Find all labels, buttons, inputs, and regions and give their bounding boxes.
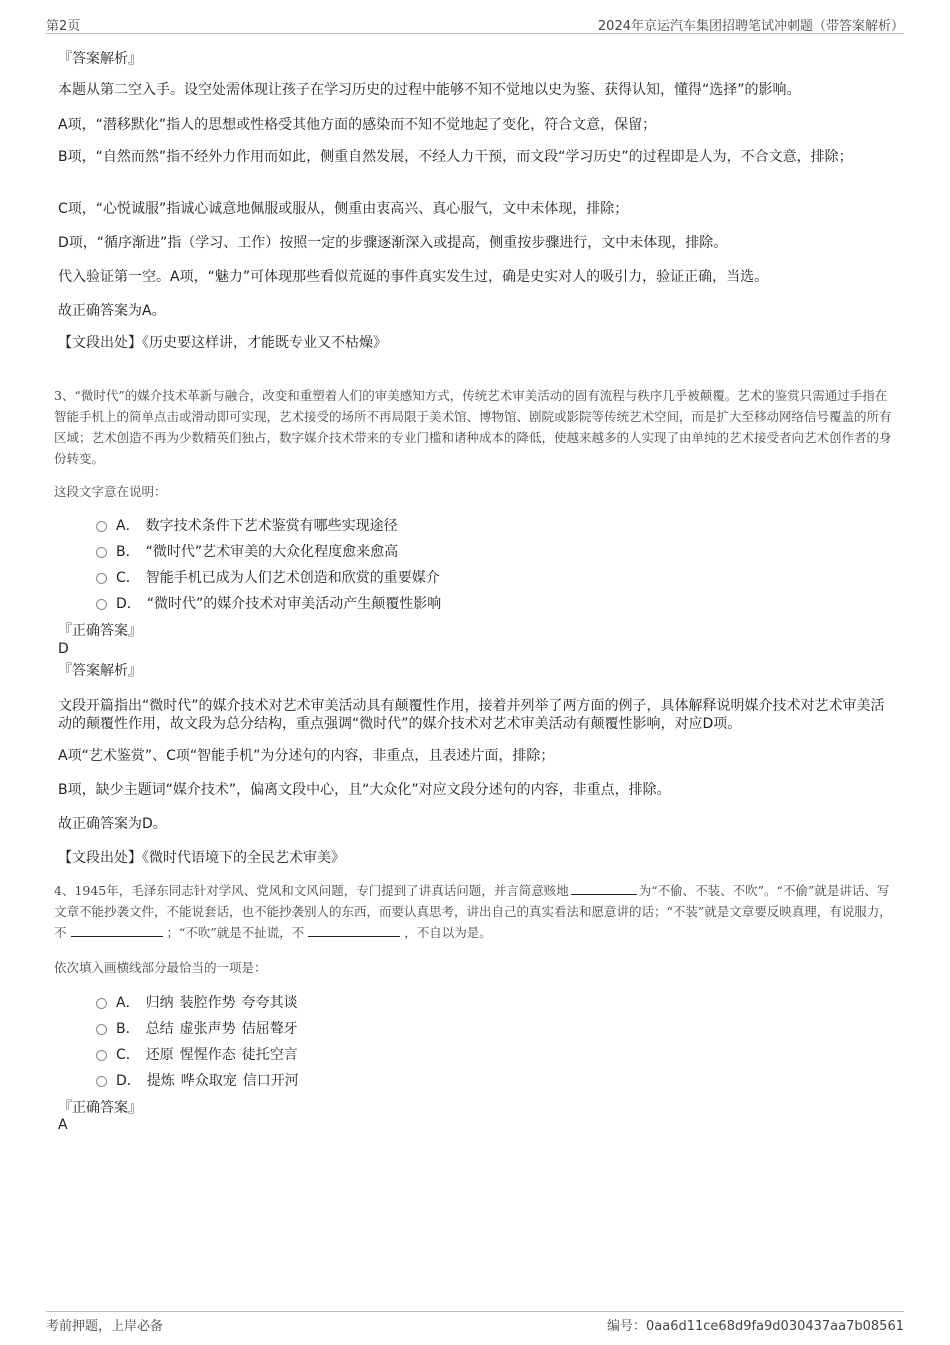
q3-stem: 3、“微时代”的媒介技术革新与融合，改变和重塑着人们的审美感知方式，传统艺术审美活动的固有流程与秩序几乎被颠覆。艺术的鉴赏只需通过手指在智能手机上的简单点击或滑动即可实现，艺术接受的场所不再局限于美术馆、博物馆、剧院或影院等传统艺术空间，而是扩大至移动网络信号覆盖的所有区域；艺术创造不再为少数精英们独占，数字媒介技术带来的专业门槛和诸种成本的降低，使越来越多的人实现了由单纯的艺术接受者向艺术创作者的身份转变。 bbox=[54, 388, 892, 466]
option-word: 徒托空言 bbox=[241, 1047, 298, 1063]
option-text: “微时代”艺术审美的大众化程度愈来愈高 bbox=[145, 544, 399, 560]
q4-answer-heading: 『正确答案』 bbox=[58, 1100, 142, 1116]
option-letter: C． bbox=[116, 1047, 140, 1063]
option-word: 虚张声势 bbox=[179, 1021, 236, 1037]
q3-option-b[interactable] bbox=[96, 541, 398, 561]
fill-blank-2 bbox=[71, 924, 163, 937]
page-header bbox=[46, 13, 904, 34]
q2-analysis-para: C项，“心悦诚服”指诚心诚意地佩服或服从，侧重由衷高兴、真心服气，文中未体现，排除； bbox=[58, 201, 629, 217]
q3-answer-line: 故正确答案为D。 bbox=[58, 816, 167, 832]
q3-analysis-heading: 『答案解析』 bbox=[58, 663, 142, 679]
option-text: 数字技术条件下艺术鉴赏有哪些实现途径 bbox=[145, 518, 398, 534]
option-letter: B． bbox=[116, 544, 140, 560]
option-letter: C． bbox=[116, 570, 140, 586]
option-text: 智能手机已成为人们艺术创造和欣赏的重要媒介 bbox=[145, 570, 440, 586]
q2-analysis-heading: 『答案解析』 bbox=[58, 51, 142, 67]
option-word: 惺惺作态 bbox=[179, 1047, 236, 1063]
radio-button[interactable] bbox=[96, 547, 107, 558]
document-title: 2024年京运汽车集团招聘笔试冲刺题（带答案解析） bbox=[597, 19, 904, 34]
q2-analysis-para: D项，“循序渐进”指（学习、工作）按照一定的步骤逐渐深入或提高，侧重按步骤进行，文中未体现，排除。 bbox=[58, 235, 728, 251]
option-word: 还原 bbox=[145, 1047, 174, 1063]
q4-option-a[interactable] bbox=[96, 992, 298, 1012]
option-word: 提炼 bbox=[146, 1073, 175, 1089]
q4-option-c[interactable] bbox=[96, 1044, 298, 1064]
q3-prompt: 这段文字意在说明： bbox=[54, 484, 167, 499]
radio-button[interactable] bbox=[96, 1024, 107, 1035]
option-word: 归纳 bbox=[145, 995, 174, 1011]
q2-analysis-para: A项，“潜移默化”指人的思想或性格受其他方面的感染而不知不觉地起了变化，符合文意，保留； bbox=[58, 117, 657, 133]
q4-answer: A bbox=[58, 1117, 68, 1133]
page-footer bbox=[46, 1311, 904, 1336]
q3-option-d[interactable] bbox=[96, 593, 441, 613]
radio-button[interactable] bbox=[96, 521, 107, 532]
option-text: “微时代”的媒介技术对审美活动产生颠覆性影响 bbox=[146, 596, 442, 612]
q2-answer-line: 故正确答案为A。 bbox=[58, 303, 166, 319]
radio-button[interactable] bbox=[96, 998, 107, 1009]
radio-button[interactable] bbox=[96, 573, 107, 584]
q4-prompt: 依次填入画横线部分最恰当的一项是： bbox=[54, 960, 267, 975]
q3-answer: D bbox=[58, 641, 69, 657]
q4-option-d[interactable] bbox=[96, 1070, 299, 1090]
fill-blank-3 bbox=[308, 924, 400, 937]
radio-button[interactable] bbox=[96, 599, 107, 610]
q4-stem-part: ；“不吹”就是不扯谎，不 bbox=[166, 925, 305, 940]
fill-blank-1 bbox=[571, 882, 637, 895]
q3-answer-heading: 『正确答案』 bbox=[58, 623, 142, 639]
q2-analysis-para: B项，“自然而然”指不经外力作用而如此，侧重自然发展，不经人力干预，而文段“学习历史”的过程即是人为，不合文意，排除； bbox=[58, 149, 853, 165]
option-letter: A． bbox=[116, 518, 140, 534]
option-letter: D． bbox=[116, 596, 141, 612]
q2-analysis-para: 本题从第二空入手。设空处需体现让孩子在学习历史的过程中能够不知不觉地以史为鉴、获得认知，懂得“选择”的影响。 bbox=[58, 82, 801, 98]
radio-button[interactable] bbox=[96, 1050, 107, 1061]
option-letter: A． bbox=[116, 995, 140, 1011]
q3-option-a[interactable] bbox=[96, 515, 398, 535]
footer-slogan: 考前押题，上岸必备 bbox=[46, 1319, 164, 1334]
q3-option-c[interactable] bbox=[96, 567, 440, 587]
q4-stem-part: ，不自以为是。 bbox=[404, 925, 492, 940]
q4-stem bbox=[54, 880, 899, 943]
option-word: 信口开河 bbox=[242, 1073, 299, 1089]
option-word: 佶屈聱牙 bbox=[241, 1021, 298, 1037]
q4-stem-part: 4、1945年，毛泽东同志针对学风、党风和文风问题，专门提到了讲真话问题，并言简意赅地 bbox=[54, 883, 569, 898]
q3-analysis-para: B项，缺少主题词“媒介技术”，偏离文段中心，且“大众化”对应文段分述句的内容，非重点，排除。 bbox=[58, 782, 671, 798]
q4-stem-part: 为“不偷、不装、不吹”。“不偷”就是讲话、写文章不能抄袭文件，不能说套话，也不能抄袭别人的东西，而要认真思考，讲出自己的真实看法和愿意讲的话；“不装”就是文章要反映真理，有说服力，不 bbox=[54, 883, 892, 940]
document-code: 编号：0aa6d11ce68d9fa9d030437aa7b08561 bbox=[607, 1319, 904, 1334]
radio-button[interactable] bbox=[96, 1076, 107, 1087]
q2-source: 【文段出处】《历史要这样讲，才能既专业又不枯燥》 bbox=[58, 335, 387, 351]
q4-option-b[interactable] bbox=[96, 1018, 298, 1038]
q3-source: 【文段出处】《微时代语境下的全民艺术审美》 bbox=[58, 850, 345, 866]
q3-analysis-para: 文段开篇指出“微时代”的媒介技术对艺术审美活动具有颠覆性作用，接着并列举了两方面的例子，具体解释说明媒介技术对艺术审美活动的颠覆性作用，故文段为总分结构，重点强调“微时代”的媒介技术对艺术审美活动有颠覆性影响，对应D项。 bbox=[58, 698, 885, 732]
option-word: 夸夸其谈 bbox=[241, 995, 298, 1011]
option-letter: D． bbox=[116, 1073, 141, 1089]
option-word: 总结 bbox=[145, 1021, 174, 1037]
option-word: 装腔作势 bbox=[179, 995, 236, 1011]
q2-analysis-para: 代入验证第一空。A项，“魅力”可体现那些看似荒诞的事件真实发生过，确是史实对人的吸引力，验证正确，当选。 bbox=[58, 269, 769, 285]
page-number: 第2页 bbox=[46, 19, 81, 34]
option-letter: B． bbox=[116, 1021, 140, 1037]
q3-analysis-para: A项“艺术鉴赏”、C项“智能手机”为分述句的内容，非重点，且表述片面，排除； bbox=[58, 748, 555, 764]
option-word: 哗众取宠 bbox=[180, 1073, 237, 1089]
